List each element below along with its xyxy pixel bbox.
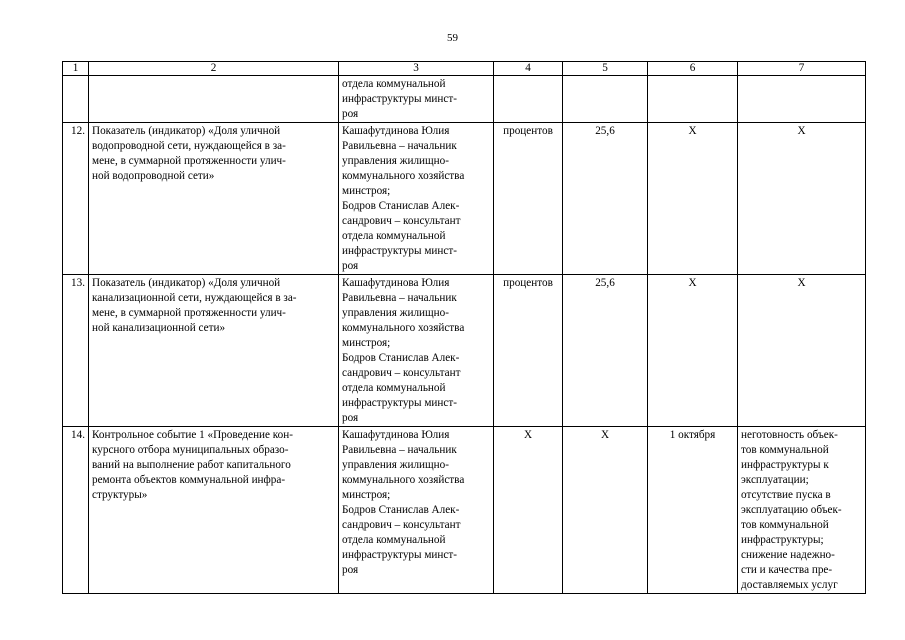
row-date: X bbox=[648, 275, 738, 427]
row-unit: процентов bbox=[494, 275, 563, 427]
row-number bbox=[63, 76, 89, 123]
row-name: Показатель (индикатор) «Доля уличной канализационной сети, нуждающейся в за- мене, в суммарной протяженности улич- ной канализационной сети» bbox=[89, 275, 339, 427]
header-col-3: 3 bbox=[339, 62, 494, 76]
row-responsible: Кашафутдинова Юлия Равильевна – начальник управления жилищно- коммунального хозяйства минстроя; Бодров Станислав Алек- сандрович – консультант отдела коммунальной инфраструктуры минст- роя bbox=[339, 123, 494, 275]
row-risk: X bbox=[738, 275, 866, 427]
row-number: 12. bbox=[63, 123, 89, 275]
row-unit: процентов bbox=[494, 123, 563, 275]
row-date bbox=[648, 76, 738, 123]
row-value: 25,6 bbox=[563, 275, 648, 427]
header-col-4: 4 bbox=[494, 62, 563, 76]
row-value: 25,6 bbox=[563, 123, 648, 275]
page-number: 59 bbox=[447, 32, 458, 44]
row-risk: неготовность объек- тов коммунальной инфраструктуры к эксплуатации; отсутствие пуска в эксплуатацию объек- тов коммунальной инфраструктуры; снижение надежно- сти и качества пре- доставляемых услуг bbox=[738, 427, 866, 594]
table-row bbox=[63, 76, 866, 123]
row-name: Показатель (индикатор) «Доля уличной водопроводной сети, нуждающейся в за- мене, в суммарной протяженности улич- ной водопроводной сети» bbox=[89, 123, 339, 275]
row-value: X bbox=[563, 427, 648, 594]
row-value bbox=[563, 76, 648, 123]
row-date: 1 октября bbox=[648, 427, 738, 594]
row-responsible: Кашафутдинова Юлия Равильевна – начальник управления жилищно- коммунального хозяйства минстроя; Бодров Станислав Алек- сандрович – консультант отдела коммунальной инфраструктуры минст- роя bbox=[339, 427, 494, 594]
header-col-2: 2 bbox=[89, 62, 339, 76]
row-name: Контрольное событие 1 «Проведение кон- курсного отбора муниципальных образо- ваний на выполнение работ капитального ремонта объектов коммунальной инфра- структуры» bbox=[89, 427, 339, 594]
table-row bbox=[63, 123, 866, 275]
header-col-7: 7 bbox=[738, 62, 866, 76]
header-row bbox=[63, 62, 866, 76]
row-responsible: отдела коммунальной инфраструктуры минст- роя bbox=[339, 76, 494, 123]
header-col-1: 1 bbox=[63, 62, 89, 76]
row-risk bbox=[738, 76, 866, 123]
table-row bbox=[63, 275, 866, 427]
row-number: 13. bbox=[63, 275, 89, 427]
row-responsible: Кашафутдинова Юлия Равильевна – начальник управления жилищно- коммунального хозяйства минстроя; Бодров Станислав Алек- сандрович – консультант отдела коммунальной инфраструктуры минст- роя bbox=[339, 275, 494, 427]
row-unit bbox=[494, 76, 563, 123]
row-risk: X bbox=[738, 123, 866, 275]
header-col-6: 6 bbox=[648, 62, 738, 76]
table-row bbox=[63, 427, 866, 594]
plan-table bbox=[62, 61, 866, 594]
row-number: 14. bbox=[63, 427, 89, 594]
row-name bbox=[89, 76, 339, 123]
row-unit: X bbox=[494, 427, 563, 594]
row-date: X bbox=[648, 123, 738, 275]
header-col-5: 5 bbox=[563, 62, 648, 76]
